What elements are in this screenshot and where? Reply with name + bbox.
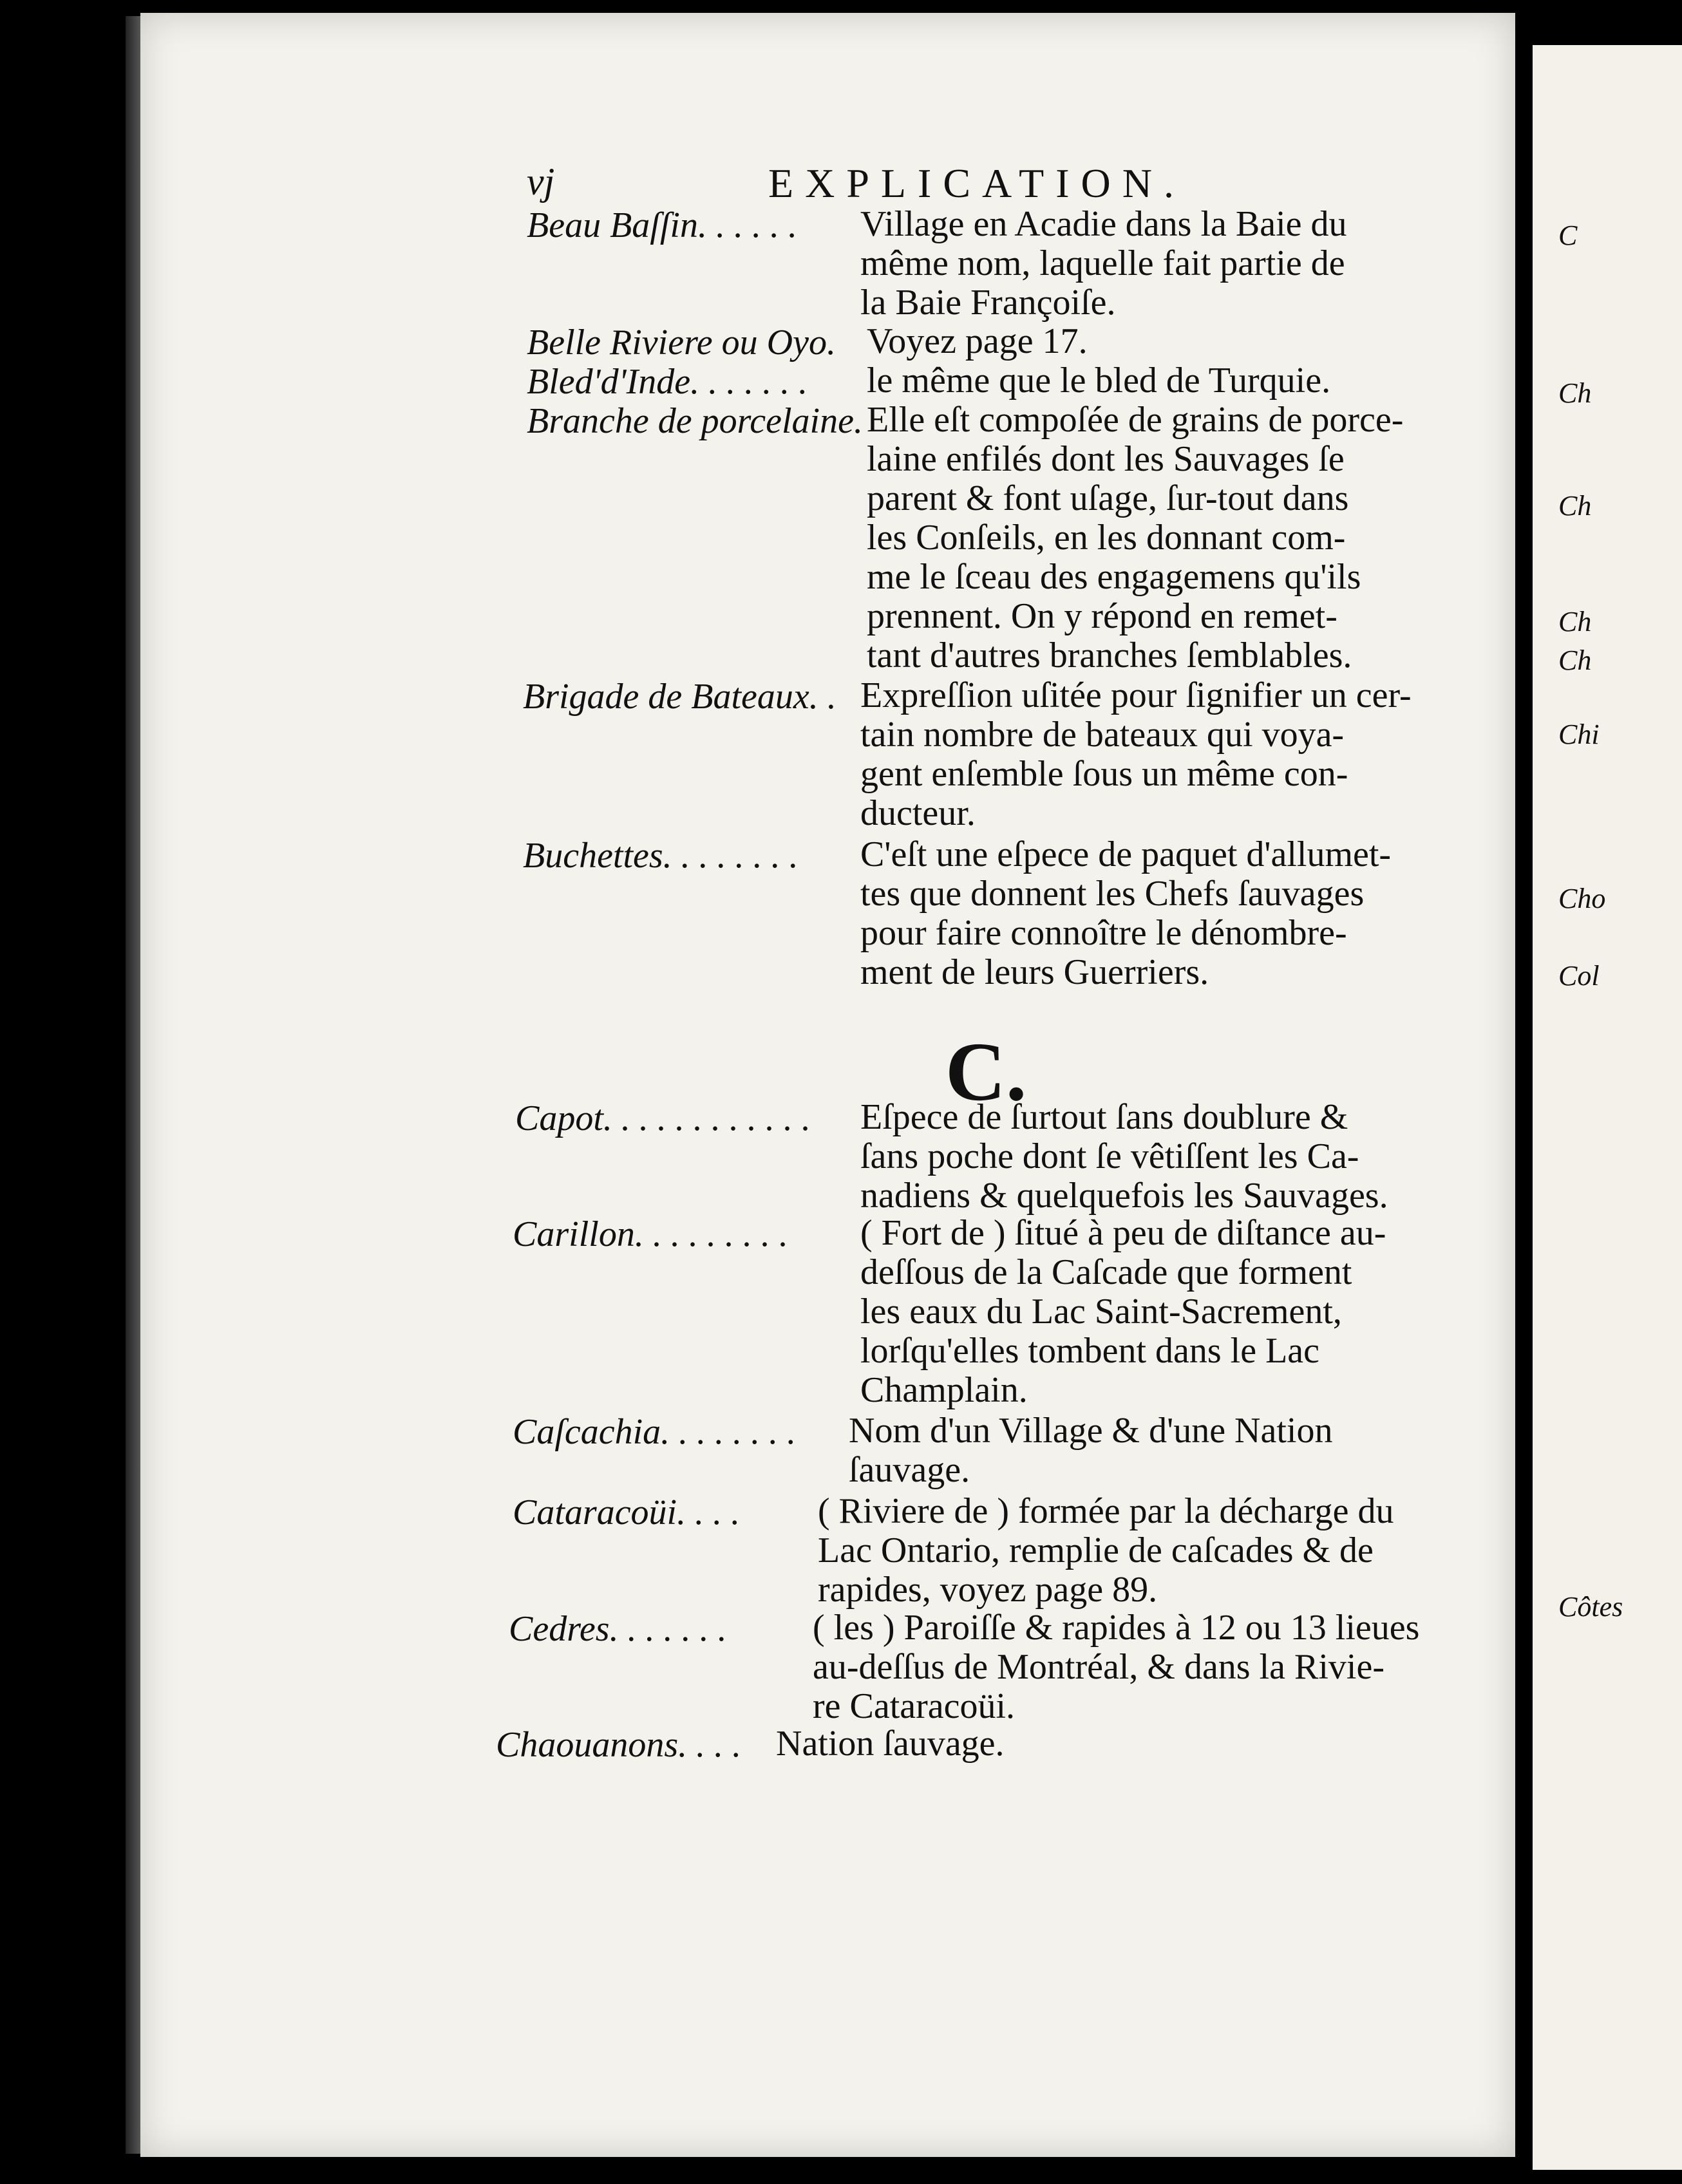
facing-fragment: Chi bbox=[1558, 719, 1600, 750]
entry-definition: ( Fort de ) ſitué à peu de diſtance au- deſſous de la Caſcade que forment les eaux du Lac Saint-Sacrement, lorſqu'elles tombent dans le Lac Champlain. bbox=[860, 1213, 1386, 1410]
entry-definition: Eſpece de ſurtout ſans doublure & ſans poche dont ſe vêtiſſent les Ca- nadiens & quelquefois les Sauvages. bbox=[860, 1097, 1388, 1216]
facing-page bbox=[1533, 45, 1682, 2170]
entry-term: Brigade de Bateaux. . bbox=[523, 677, 836, 717]
entry-term: Belle Riviere ou Oyo. bbox=[527, 323, 836, 362]
entry-term: Beau Baſſin. . . . . . bbox=[527, 205, 797, 245]
entry-definition: Elle eſt compoſée de grains de porce- laine enfilés dont les Sauvages ſe parent & font uſage, ſur-tout dans les Conſeils, en les donnant com- me le ſceau des engagemens qu'ils prennent. On y répond en remet- tant d'autres branches ſemblables. bbox=[867, 400, 1404, 675]
entry-definition: C'eſt une eſpece de paquet d'allumet- tes que donnent les Chefs ſauvages pour faire connoître le dénombre- ment de leurs Guerriers. bbox=[860, 834, 1392, 992]
entry-term: Carillon. . . . . . . . . bbox=[513, 1214, 788, 1254]
entry-term: Capot. . . . . . . . . . . . bbox=[515, 1098, 811, 1138]
section-letter: C. bbox=[945, 1026, 1027, 1118]
page-title: EXPLICATION. bbox=[768, 160, 1186, 206]
entry-definition: ( les ) Paroiſſe & rapides à 12 ou 13 lieues au-deſſus de Montréal, & dans la Rivie- re Cataracoüi. bbox=[813, 1608, 1420, 1726]
entry-term: Chaouanons. . . . bbox=[496, 1725, 742, 1765]
entry-definition: ( Riviere de ) formée par la décharge du Lac Ontario, remplie de caſcades & de rapides, voyez page 89. bbox=[818, 1491, 1394, 1610]
facing-fragment: C bbox=[1558, 220, 1578, 251]
entry-definition: Nation ſauvage. bbox=[776, 1724, 1005, 1764]
facing-fragment: Ch bbox=[1558, 645, 1592, 676]
facing-fragment: Ch bbox=[1558, 606, 1592, 637]
entry-definition: Expreſſion uſitée pour ſignifier un cer- tain nombre de bateaux qui voya- gent enſemble ſous un même con- ducteur. bbox=[860, 675, 1412, 833]
entry-term: Caſcachia. . . . . . . . bbox=[513, 1412, 797, 1452]
page-number: vj bbox=[527, 160, 555, 203]
entry-term: Branche de porcelaine. bbox=[527, 401, 863, 441]
entry-term: Bled'd'Inde. . . . . . . bbox=[527, 362, 808, 402]
entry-definition: Village en Acadie dans la Baie du même nom, laquelle fait partie de la Baie Françoiſe. bbox=[860, 204, 1347, 323]
entry-term: Cedres. . . . . . . bbox=[509, 1609, 727, 1649]
entry-definition: le même que le bled de Turquie. bbox=[867, 361, 1331, 400]
entry-definition: Voyez page 17. bbox=[867, 321, 1088, 361]
running-head bbox=[527, 160, 1441, 211]
entry-term: Buchettes. . . . . . . . bbox=[523, 836, 798, 876]
entry-definition: Nom d'un Village & d'une Nation ſauvage. bbox=[849, 1411, 1333, 1490]
facing-fragment: Côtes bbox=[1558, 1591, 1623, 1623]
facing-fragment: Ch bbox=[1558, 490, 1592, 522]
facing-fragment: Col bbox=[1558, 960, 1600, 992]
entry-term: Cataracoüi. . . . bbox=[513, 1492, 741, 1532]
facing-fragment: Ch bbox=[1558, 377, 1592, 409]
facing-fragment: Cho bbox=[1558, 883, 1606, 914]
